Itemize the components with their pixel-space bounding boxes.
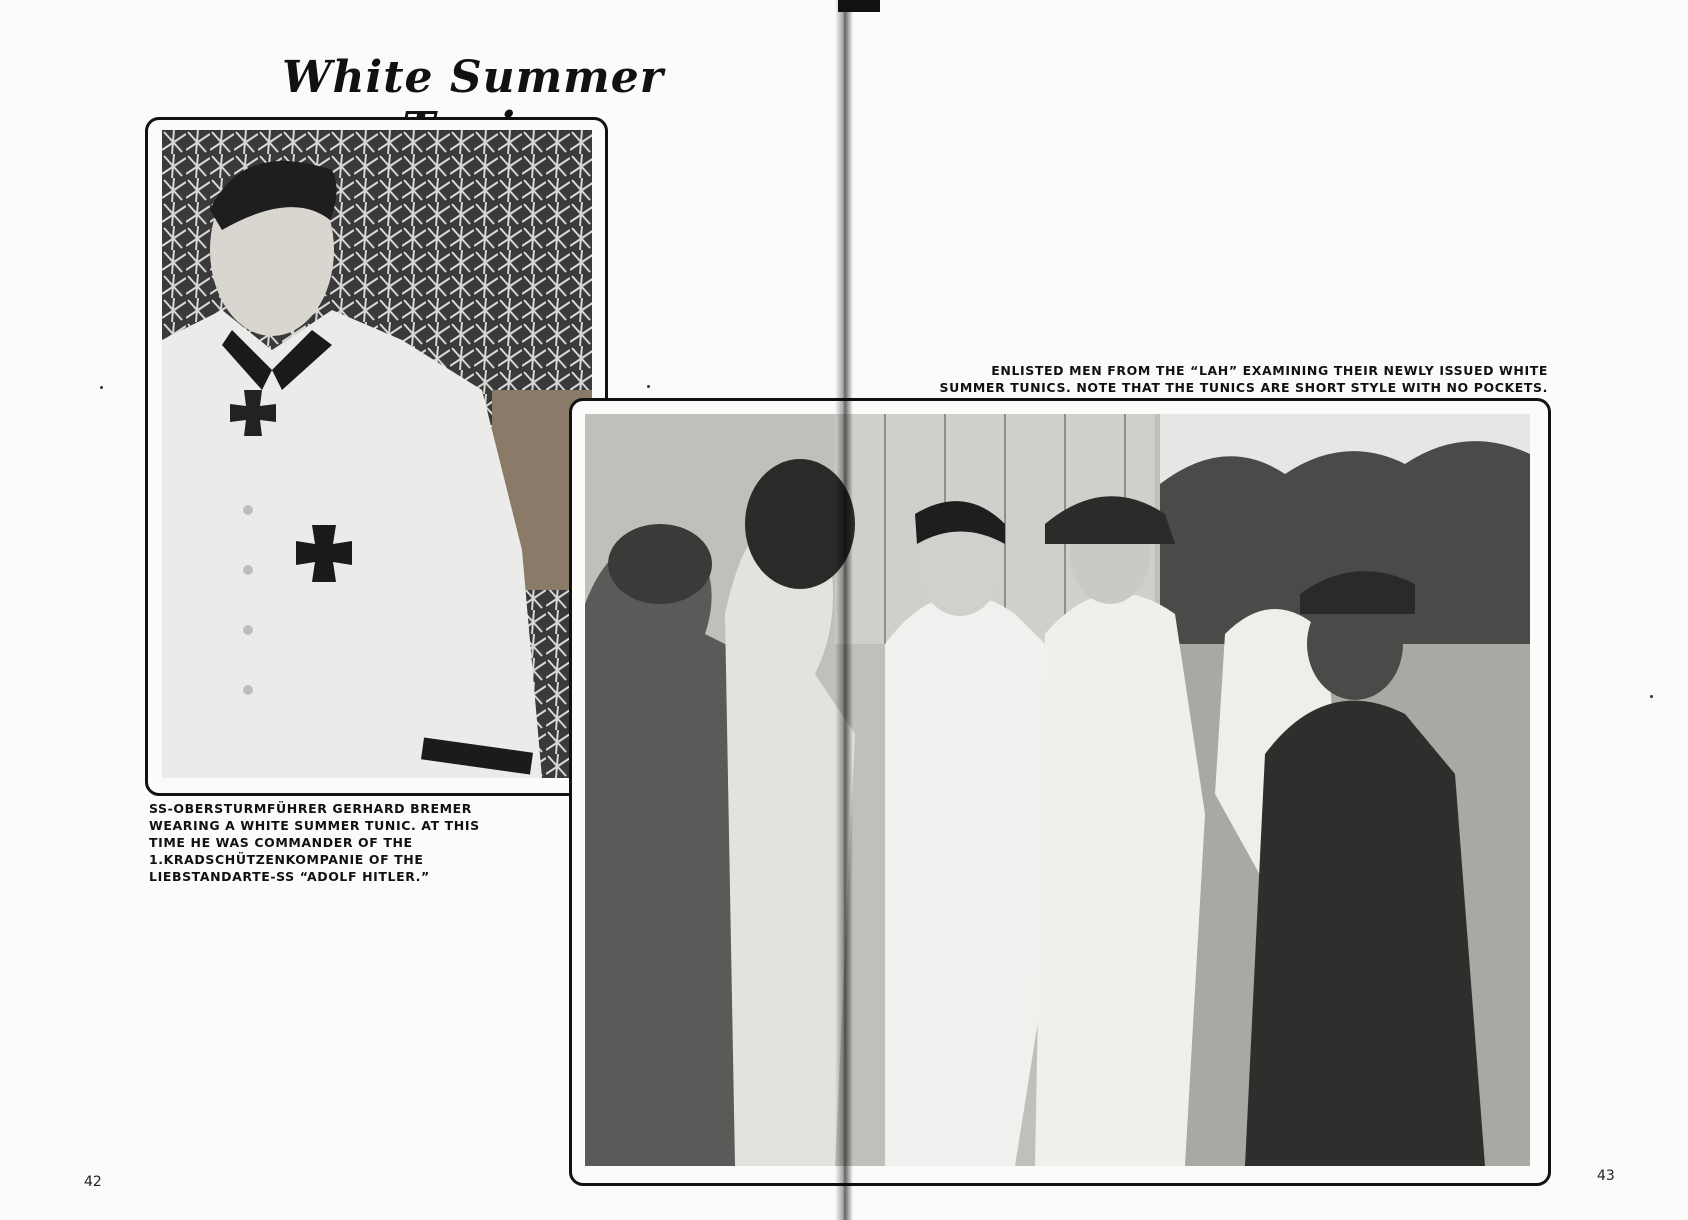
page-number-right: 43 [1597,1168,1615,1184]
page-title: White Summer [282,52,664,103]
print-speck [647,385,650,388]
portrait-caption [149,800,509,885]
book-gutter [835,0,853,1220]
caption-line: WEARING A WHITE SUMMER TUNIC. AT THIS [149,818,480,833]
page-number-left: 42 [84,1174,102,1190]
caption-line: ENLISTED MEN FROM THE “LAH” EXAMINING THEIR NEWLY ISSUED WHITE [991,363,1548,378]
caption-line: SS-OBERSTURMFÜHRER GERHARD BREMER [149,801,472,816]
caption-line: LIEBSTANDARTE-SS “ADOLF HITLER.” [149,869,430,884]
print-speck [1650,695,1653,698]
group-photo [585,414,1530,1166]
group-photo-caption [912,362,1548,396]
caption-line: 1.KRADSCHÜTZENKOMPANIE OF THE [149,852,424,867]
gutter-shadow [838,0,880,12]
caption-line: TIME HE WAS COMMANDER OF THE [149,835,413,850]
portrait-image [162,130,592,778]
print-speck [100,386,103,389]
portrait-photo [162,130,592,778]
group-image [585,414,1530,1166]
caption-line: SUMMER TUNICS. NOTE THAT THE TUNICS ARE SHORT STYLE WITH NO POCKETS. [939,380,1548,395]
